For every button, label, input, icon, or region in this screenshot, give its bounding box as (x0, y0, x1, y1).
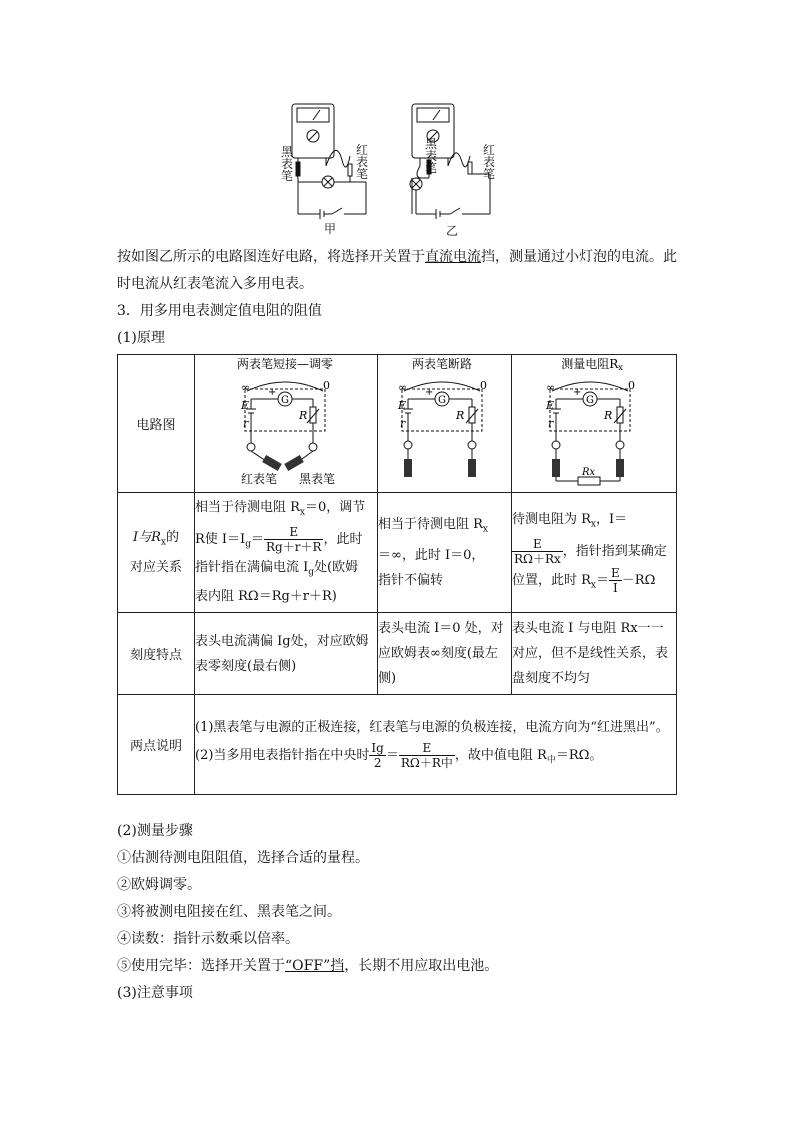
step-3: ③将被测电阻接在红、黑表笔之间。 (117, 904, 341, 920)
zero-rr-symbol: R (299, 409, 308, 422)
relation-open-cell: 相当于待测电阻 $R_x$ ＝∞，此时 I＝0， 指针不偏转 (378, 493, 512, 613)
multimeter-figures (270, 98, 510, 238)
open-inf-symbol: ∞ (398, 381, 408, 394)
measure-rr-symbol: R (604, 409, 613, 422)
diagram3-title: 测量电阻Rx (561, 357, 623, 372)
measure-e-symbol: E (546, 399, 555, 412)
measure-plus-symbol: + (573, 387, 582, 398)
open-e-symbol: E (398, 399, 407, 412)
zero-g-symbol: G (281, 395, 289, 406)
open-circuit-diagram (378, 355, 509, 488)
diagram-cell-zero (195, 355, 378, 493)
step-5: ⑤使用完毕：选择开关置于“OFF”挡，长期不用应取出电池。 (117, 958, 499, 974)
relation-zero-cell: 相当于待测电阻 $R_x=0$，调节 R使 $I=I_g=$ $\frac{E}{Rg+r+R}$ ，此时 指针指在满偏电流 $I_g$处(欧姆 表内阻 RΩ＝Rg＋r＋R) (195, 493, 378, 613)
zero-e-symbol: E (241, 399, 250, 412)
scale-open-cell: 表头电流 I＝0 处，对应欧姆表∞刻度(最左侧) (378, 613, 512, 695)
step-2: ②欧姆调零。 (117, 877, 201, 893)
open-plus-symbol: + (425, 387, 434, 398)
open-g-symbol: G (438, 395, 446, 406)
scale-measure-cell: 表头电流 I 与电阻 Rx一一对应，但不是线性关系，表盘刻度不均匀 (512, 613, 677, 695)
note-1: (1)黑表笔与电源的正极连接，红表笔与电源的负极连接，电流方向为“红进黑出”。 (195, 720, 669, 736)
left-red-probe-label: 红表笔 (356, 143, 369, 181)
step-4: ④读数：指针示数乘以倍率。 (117, 931, 299, 947)
zero-plus-symbol: + (268, 387, 277, 398)
right-figure-caption: 乙 (446, 224, 459, 238)
notes-title: (3)注意事项 (117, 985, 193, 1001)
notes-cell (195, 695, 677, 795)
steps-title: (2)测量步骤 (117, 823, 193, 839)
diagram-cell-open (378, 355, 512, 493)
intro-paragraph (117, 244, 682, 298)
intro-underline: 直流电流 (425, 249, 481, 265)
diagram2-title: 两表笔断路 (411, 357, 473, 371)
zeroing-circuit-diagram (195, 355, 375, 488)
open-zero-symbol: 0 (480, 379, 487, 392)
measure-zero-symbol: 0 (628, 379, 635, 392)
measure-circuit-diagram (512, 355, 672, 488)
measure-inf-symbol: ∞ (546, 381, 556, 394)
zero-red-label: 红表笔 (241, 472, 278, 486)
scale-zero-cell: 表头电流满偏 Ig处，对应欧姆表零刻度(最右侧) (195, 613, 378, 695)
zero-inf-symbol: ∞ (241, 381, 251, 394)
open-r-symbol: r (400, 417, 406, 430)
row-head-circuit: 电路图 (118, 355, 195, 493)
intro-text-b: 挡，测量通过小灯泡的电流。此 (481, 249, 677, 265)
steps-block (117, 818, 682, 1007)
measure-rx-label: Rx (582, 467, 596, 478)
relation-measure-cell: 待测电阻为 $R_x$，I＝ $\frac{E}{R\Omega+Rx}$ ，指针指到某确定 位置，此时 $R_x=$ $\frac{E}{I}$ －RΩ (512, 493, 677, 613)
right-black-probe-label: 黑表笔 (425, 137, 438, 175)
row-head-relation: I与$R_x$的 对应关系 (118, 493, 195, 613)
step-1: ①估测待测电阻阻值，选择合适的量程。 (117, 850, 369, 866)
zero-r-symbol: r (243, 417, 249, 430)
section3-title: 3．用多用电表测定值电阻的阻值 (117, 303, 322, 319)
diagram1-title: 两表笔短接—调零 (236, 357, 334, 371)
row-head-scale: 刻度特点 (118, 613, 195, 695)
diagram-cell-measure (512, 355, 677, 493)
zero-black-label: 黑表笔 (299, 472, 336, 486)
right-red-probe-label: 红表笔 (483, 143, 496, 181)
intro-text-c: 时电流从红表笔流入多用电表。 (117, 276, 313, 292)
open-rr-symbol: R (456, 409, 465, 422)
measure-g-symbol: G (586, 395, 594, 406)
left-figure-caption: 甲 (324, 222, 337, 236)
note-2: (2)当多用电表指针指在中央时 $\frac{Ig}{2}$ ＝ $\frac{E}{\text{RΩ＋R中}}$ ，故中值电阻 $R_中=R\Omega$。 (195, 741, 603, 771)
principle-table (117, 354, 677, 795)
principle-title: (1)原理 (117, 330, 165, 346)
left-black-probe-label: 黑表笔 (281, 145, 294, 183)
zero-zero-symbol: 0 (323, 379, 330, 392)
measure-r-symbol: r (548, 417, 554, 430)
intro-text-a: 按如图乙所示的电路图连好电路，将选择开关置于 (117, 249, 425, 265)
row-head-notes: 两点说明 (118, 695, 195, 795)
